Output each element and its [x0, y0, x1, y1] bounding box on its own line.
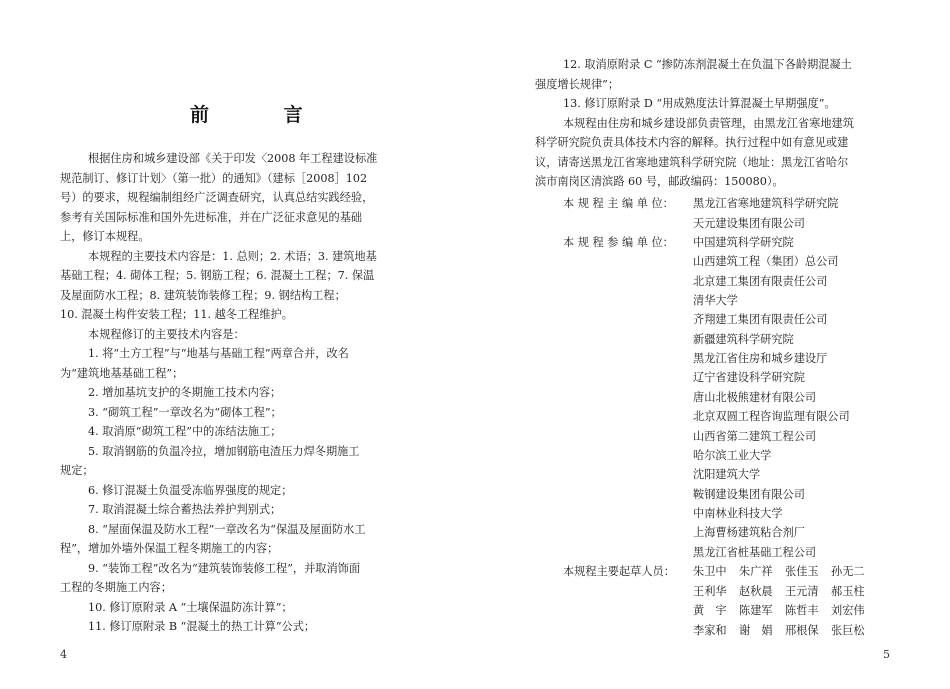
drafters-label: 本规程主要起草人员： — [563, 565, 675, 578]
participant-unit: 上海曹杨建筑粘合剂厂 — [693, 526, 805, 540]
participant-label: 本 规 程 参 编 单 位： — [563, 236, 674, 249]
right-page — [475, 0, 950, 689]
preface-line: 6. 修订混凝土负温受冻临界强度的规定； — [88, 483, 293, 497]
participant-unit: 辽宁省建设科学研究院 — [693, 371, 805, 385]
preface-line: 10. 混凝土构件安装工程；11. 越冬工程维护。 — [60, 308, 293, 321]
participant-unit: 山西建筑工程（集团）总公司 — [693, 255, 839, 269]
drafter-name: 陈建军 — [739, 604, 773, 617]
continued-line: 滨市南岗区清滨路 60 号，邮政编码：150080）。 — [535, 175, 784, 188]
chief-unit: 天元建设集团有限公司 — [693, 216, 805, 230]
drafter-name: 谢 娟 — [739, 623, 773, 637]
drafter-name: 赵秋晨 — [739, 584, 773, 598]
continued-line: 科学研究院负责具体技术内容的解释。执行过程中如有意见或建 — [535, 136, 849, 149]
preface-line: 本规程修订的主要技术内容是： — [88, 327, 245, 341]
preface-line: 11. 修订原附录 B “混凝土的热工计算”公式； — [88, 620, 316, 633]
participant-unit: 沈阳建筑大学 — [693, 468, 761, 482]
continued-line: 13. 修订原附录 D “用成熟度法计算混凝土早期强度”。 — [563, 97, 836, 110]
participant-unit: 中南林业科技大学 — [693, 506, 783, 520]
participant-unit: 鞍钢建设集团有限公司 — [693, 487, 805, 501]
drafter-name: 李家和 — [693, 623, 727, 637]
preface-line: 10. 修订原附录 A “土壤保温防冻计算”； — [88, 600, 293, 614]
drafter-name: 郝玉柱 — [831, 584, 865, 598]
drafter-name: 刘宏伟 — [831, 604, 865, 617]
continued-line: 议，请寄送黑龙江省寒地建筑科学研究院（地址：黑龙江省哈尔 — [535, 155, 849, 169]
drafter-name: 黄 宇 — [693, 604, 727, 617]
participant-unit: 唐山北极熊建材有限公司 — [693, 390, 817, 404]
chief-unit: 黑龙江省寒地建筑科学研究院 — [693, 197, 839, 210]
participant-unit: 清华大学 — [693, 294, 738, 308]
drafter-name: 王元清 — [785, 584, 819, 598]
drafter-name: 孙无二 — [831, 565, 865, 578]
participant-unit: 北京双圆工程咨询监理有限公司 — [693, 410, 850, 424]
preface-line: 7. 取消混凝土综合蓄热法养护判别式； — [88, 503, 282, 516]
participant-unit: 黑龙江省住房和城乡建设厅 — [693, 352, 828, 366]
preface-line: 1. 将“土方工程”与“地基与基础工程”两章合并，改名 — [88, 347, 349, 360]
preface-line: 8. “屋面保温及防水工程”一章改名为“保温及屋面防水工 — [88, 522, 366, 536]
page-title: 前 言 — [190, 104, 337, 126]
participant-unit: 中国建筑科学研究院 — [693, 236, 794, 249]
preface-line: 参考有关国际标准和国外先进标准，并在广泛征求意见的基础 — [60, 210, 363, 224]
preface-line: 为“建筑地基基础工程”； — [60, 366, 184, 380]
drafter-name: 邢根保 — [785, 623, 819, 637]
preface-line: 4. 取消原“砌筑工程”中的冻结法施工； — [88, 425, 282, 438]
drafter-name: 王利华 — [693, 584, 727, 598]
preface-line: 本规程的主要技术内容是：1. 总则；2. 术语；3. 建筑地基 — [88, 249, 377, 263]
preface-line: 3. “砌筑工程”一章改名为“砌体工程”； — [88, 405, 282, 419]
drafter-name: 朱广祥 — [739, 565, 773, 578]
participant-unit: 齐翔建工集团有限责任公司 — [693, 313, 828, 327]
preface-line: 5. 取消钢筋的负温冷拉，增加钢筋电渣压力焊冬期施工 — [88, 444, 360, 458]
preface-line: 规定； — [60, 464, 94, 477]
preface-line: 号）的要求，规程编制组经广泛调查研究，认真总结实践经验， — [60, 191, 374, 204]
preface-line: 规范制订、修订计划〉（第一批）的通知》（建标［2008］102 — [60, 171, 368, 185]
participant-unit: 北京建工集团有限责任公司 — [693, 274, 828, 288]
drafter-name: 张佳玉 — [785, 565, 819, 578]
preface-line: 程”，增加外墙外保温工程冬期施工的内容； — [60, 542, 279, 555]
drafter-name: 张巨松 — [831, 623, 865, 637]
preface-line: 基础工程；4. 砌体工程；5. 钢筋工程；6. 混凝土工程；7. 保温 — [60, 269, 375, 282]
participant-unit: 新疆建筑科学研究院 — [693, 332, 794, 346]
preface-line: 根据住房和城乡建设部《关于印发〈2008 年工程建设标准 — [88, 152, 378, 165]
participant-unit: 黑龙江省桩基础工程公司 — [693, 545, 817, 559]
page-number-left: 4 — [60, 648, 67, 661]
participant-unit: 哈尔滨工业大学 — [693, 448, 772, 462]
chief-editor-label: 本 规 程 主 编 单 位： — [563, 197, 674, 210]
preface-line: 工程的冬期施工内容； — [60, 581, 172, 594]
continued-line: 本规程由住房和城乡建设部负责管理，由黑龙江省寒地建筑 — [563, 116, 854, 130]
preface-line: 上，修订本规程。 — [60, 230, 150, 243]
participant-unit: 山西省第二建筑工程公司 — [693, 429, 817, 443]
preface-line: 9. “装饰工程”改名为“建筑装饰装修工程”，并取消饰面 — [88, 561, 361, 575]
continued-line: 12. 取消原附录 C “掺防冻剂混凝土在负温下各龄期混凝土 — [563, 58, 852, 71]
drafter-name: 朱卫中 — [693, 565, 727, 578]
preface-line: 及屋面防水工程；8. 建筑装饰装修工程；9. 钢结构工程； — [60, 288, 346, 302]
continued-line: 强度增长规律”； — [535, 77, 620, 91]
preface-line: 2. 增加基坑支护的冬期施工技术内容； — [88, 386, 282, 399]
drafter-name: 陈哲丰 — [785, 604, 819, 617]
page-number-right: 5 — [883, 648, 890, 661]
